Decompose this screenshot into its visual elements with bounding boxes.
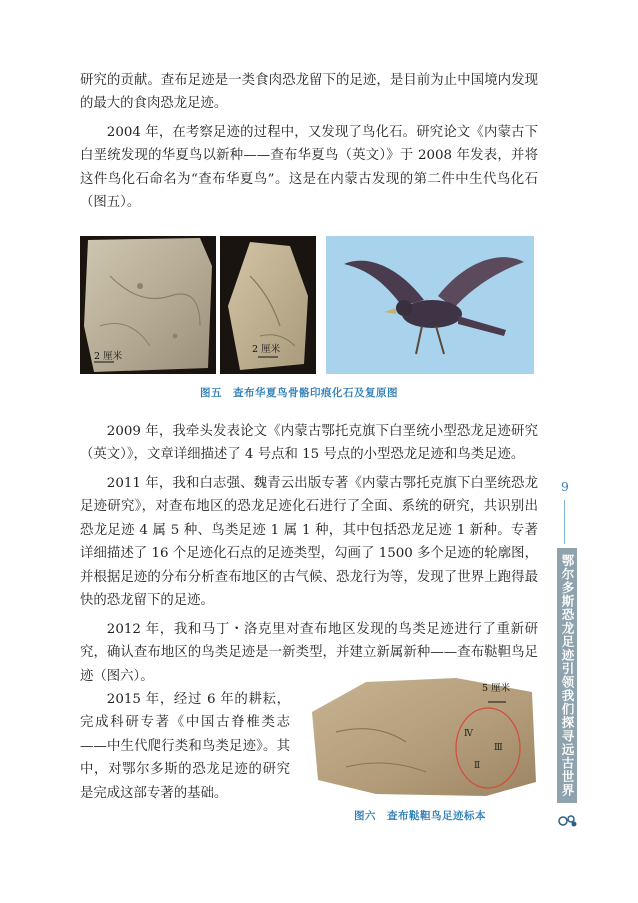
sidebar-divider (564, 500, 565, 544)
scale-label-3: 5 厘米 (482, 683, 511, 694)
scale-label-1: 2 厘米 (94, 351, 123, 362)
paragraph-2: 2004 年，在考察足迹的过程中，又发现了鸟化石。研究论文《内蒙古下白垩统发现的华夏鸟以新种——查布华夏鸟（英文）》于 2008 年发表，并将这件鸟化石命名为“查布华夏鸟”。这是在内蒙古发现的第二件中生代鸟化石（图五）。 (80, 125, 538, 211)
paragraph-1: 研究的贡献。查布足迹是一类食肉恐龙留下的足迹，是目前为止中国境内发现的最大的食肉恐龙足迹。 (80, 73, 538, 112)
paragraph-5: 2012 年，我和马丁・洛克里对查布地区发现的鸟类足迹进行了重新研究，确认查布地区的鸟类足迹是一新类型，并建立新属新种——查布鞑靼鸟足迹（图六）。 (80, 622, 538, 684)
fossil-photo-2 (220, 236, 316, 374)
figure-6-caption: 图六 查布鞑靼鸟足迹标本 (354, 810, 486, 822)
paragraph-6: 2015 年，经过 6 年的耕耘，完成科研专著《中国古脊椎类志——中生代爬行类和鸟类足迹》。其中，对鄂尔多斯的恐龙足迹的研究是完成这部专著的基础。 (80, 692, 290, 801)
scale-label-2: 2 厘米 (252, 344, 281, 355)
bird-illustration (326, 236, 534, 374)
decorative-ornament-icon (557, 812, 579, 830)
paragraph-3: 2009 年，我牵头发表论文《内蒙古鄂托克旗下白垩统小型恐龙足迹研究（英文）》，文章详细描述了 4 号点和 15 号点的小型恐龙足迹和鸟类足迹。 (80, 424, 538, 463)
paragraph-4: 2011 年，我和白志强、魏青云出版专著《内蒙古鄂托克旗下白垩统恐龙足迹研究》，对查布地区的恐龙足迹化石进行了全面、系统的研究，共识别出恐龙足迹 4 属 5 种、鸟类足迹 1 属 1 种，其中包括恐龙足迹 1 新种。专著详细描述了 16 个足迹化石点的足迹类型，勾画了 1500 多个足迹的轮廓图，并根据足迹的分布分析查布地区的古气候、恐龙行为等，发现了世界上跑得最快的恐龙留下的足迹。 (80, 476, 538, 609)
figure-5-caption: 图五 查布华夏鸟骨骼印痕化石及复原图 (200, 387, 398, 399)
fossil-photo-1 (80, 236, 216, 374)
bird-reconstruction (326, 236, 534, 374)
track-marker-2: Ⅱ (474, 761, 481, 771)
footprint-specimen (306, 672, 538, 800)
book-title-vertical: 鄂尔多斯恐龙足迹引领我们探寻远古世界 (557, 548, 577, 803)
page-number: 9 (561, 480, 569, 494)
track-marker-4: Ⅳ (464, 729, 473, 739)
track-marker-3: Ⅲ (494, 743, 503, 753)
